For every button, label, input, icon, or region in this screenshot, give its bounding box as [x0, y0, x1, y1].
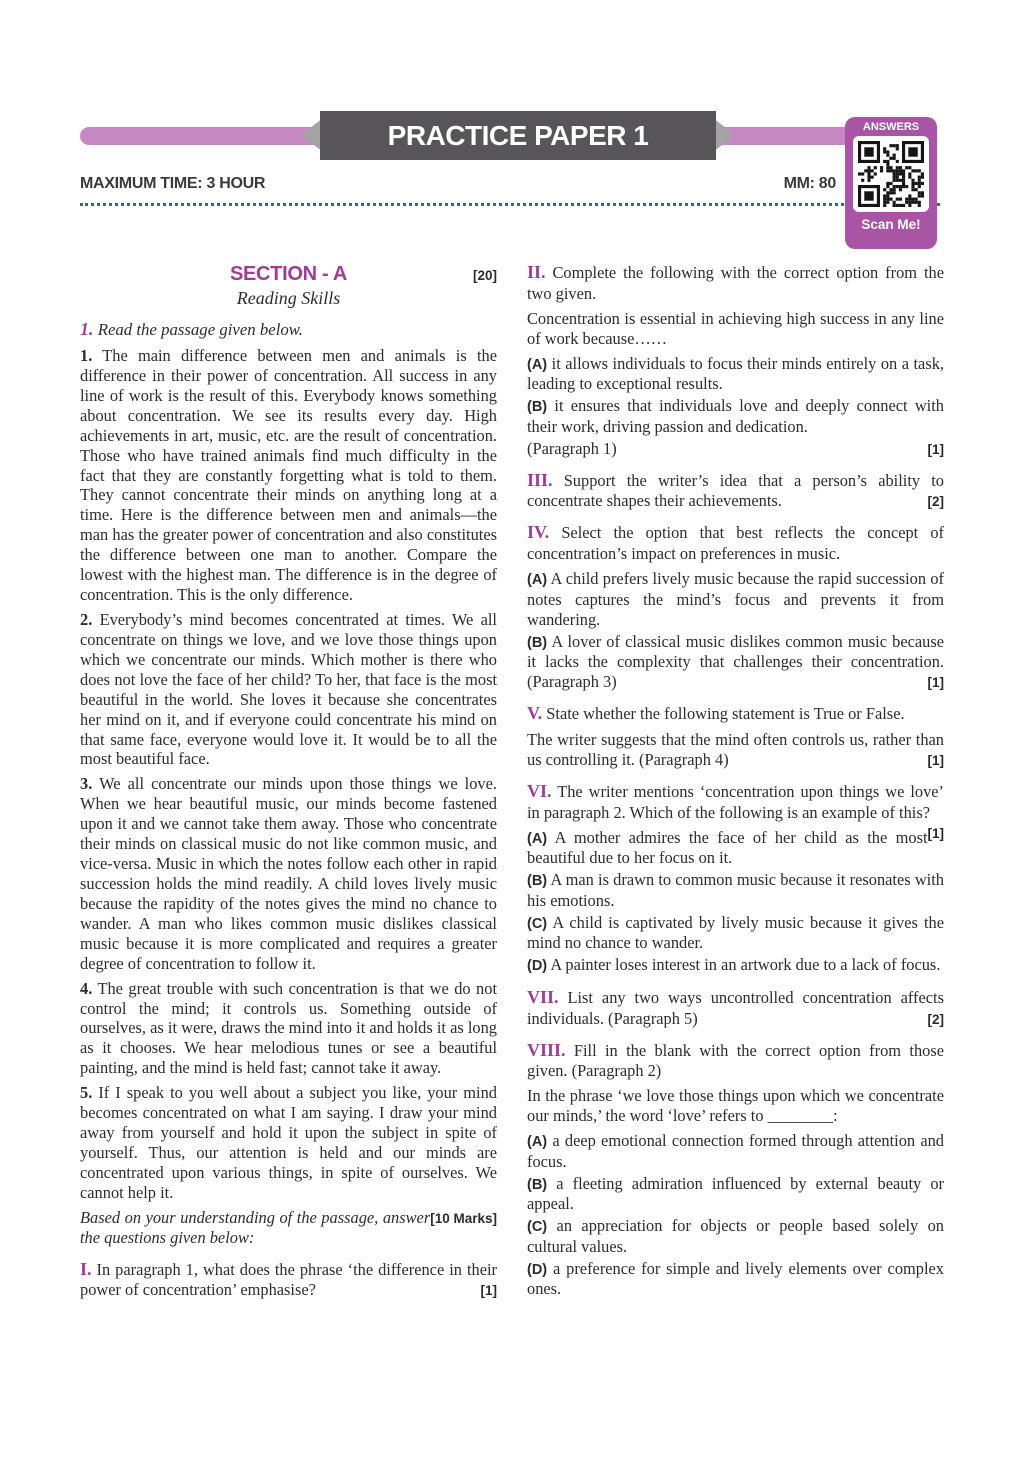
question-VIII: VIII. Fill in the blank with the correct option from those given. (Paragraph 2) In the phrase ‘we love those things upon which we concentrate our minds,’ the word ‘love’ refers to ________: (A) a deep emotional connection formed through attention and focus. (B) a fleeting admiration influenced by external beauty or appeal. (C) an appreciation for objects or people based solely on cultural values. (D) a preference for simple and lively elements over complex ones.	[527, 1039, 944, 1299]
question-IV-number: IV.	[527, 522, 550, 543]
maximum-time-label: MAXIMUM TIME: 3 HOUR	[80, 175, 266, 192]
question-I-number: I.	[80, 1258, 92, 1279]
answers-label: ANSWERS	[862, 121, 920, 133]
answers-qr-panel	[845, 117, 937, 249]
question-1-instruction: 1. Read the passage given below.	[80, 319, 303, 340]
question-VI-option-C: (C) A child is captivated by lively music because it gives the mind no chance to wander.	[527, 912, 944, 953]
section-a-subtitle: Reading Skills	[236, 288, 341, 309]
question-I: I. In paragraph 1, what does the phrase ‘the difference in their power of concentration’ emphasise? [1]	[80, 1258, 497, 1300]
question-VIII-option-A: (A) a deep emotional connection formed through attention and focus.	[527, 1131, 944, 1171]
paper-title-banner	[320, 111, 716, 160]
question-VI-option-A: (A) A mother admires the face of her child as the most beautiful due to her focus on it.	[527, 827, 928, 868]
question-II: II. Complete the following with the correct option from the two given. Concentration is essential in achieving high success in any line of work because…… (A) it allows individuals to focus their minds entirely on a task, leading to exceptional results. (B) it ensures that individuals love and deeply connect with their work, driving passion and dedication. (Paragraph 1) [1]	[527, 262, 944, 458]
question-VI-marks: [1]	[927, 825, 944, 841]
question-1-number: 1.	[80, 319, 94, 340]
right-column	[527, 262, 944, 1305]
section-a-header	[80, 262, 497, 286]
question-I-marks: [1]	[480, 1283, 497, 1299]
question-III-marks: [2]	[927, 494, 944, 510]
question-II-marks: [1]	[927, 441, 944, 457]
passage-paragraph-4: 4. The great trouble with such concentration is that we do not control the mind; it controls us. Something outside of ourselves, as it were, draws the mind into it and holds it as long as it chooses. We hear melodious tunes or see a beautiful painting, and the mind is held fast; cannot take it away.	[80, 978, 498, 1078]
question-VIII-option-B: (B) a fleeting admiration influenced by external beauty or appeal.	[527, 1173, 944, 1214]
section-a-marks: [20]	[472, 268, 497, 283]
paper-title: PRACTICE PAPER 1	[387, 119, 649, 151]
qr-box	[853, 136, 929, 212]
qr-code	[858, 141, 924, 207]
dotted-divider	[80, 203, 940, 206]
question-VII: VII. List any two ways uncontrolled concentration affects individuals. (Paragraph 5) [2]	[527, 986, 944, 1028]
question-IV: IV. Select the option that best reflects the concept of concentration’s impact on preferences in music. (A) A child prefers lively music because the rapid succession of notes captures the mind’s focus and prevents it from wandering. (B) A lover of classical music dislikes common music because it lacks the complexity that challenges their concentration. (Paragraph 3) [1]	[527, 522, 945, 692]
section-a-title: SECTION - A	[229, 263, 348, 285]
question-II-body: Concentration is essential in achieving high success in any line of work because……	[527, 308, 944, 348]
passage-paragraph-5: 5. If I speak to you well about a subject you like, your mind becomes concentrated on what I am saying. I draw your mind away from yourself and hold it upon the subject in spite of yourself. Thus, our attention is held and our minds are concentrated upon various things, in spite of ourselves. We cannot help it.	[80, 1083, 497, 1202]
question-II-option-A: (A) it allows individuals to focus their minds entirely on a task, leading to exceptional results.	[527, 353, 944, 394]
maximum-marks-label: MM: 80	[783, 175, 836, 192]
question-V-marks: [1]	[927, 752, 944, 768]
scan-me-label: Scan Me!	[861, 217, 921, 232]
question-VIII-option-C: (C) an appreciation for objects or people based solely on cultural values.	[527, 1216, 944, 1256]
paper-meta-row	[80, 175, 836, 193]
question-III-number: III.	[527, 469, 553, 490]
question-VIII-option-D: (D) a preference for simple and lively elements over complex ones.	[527, 1258, 944, 1299]
question-VI: VI. The writer mentions ‘concentration upon things we love’ in paragraph 2. Which of the following is an example of this? [1] (A) A mother admires the face of her child as the most beautiful due to her focus on it. (B) A man is drawn to common music because it resonates with his emotions. (C) A child is captivated by lively music because it gives the mind no chance to wander. (D) A painter loses interest in an artwork due to a lack of focus.	[527, 780, 944, 975]
question-VI-option-D: (D) A painter loses interest in an artwork due to a lack of focus.	[527, 955, 941, 975]
passage-paragraph-3: 3. We all concentrate our minds upon those things we love. When we hear beautiful music, our minds become fastened upon it and we cannot take them away. Those who concentrate their minds on classical music do not like common music, and vice-versa. Music in which the notes follow each other in rapid succession holds the mind readily. A child loves lively music because the rapidity of the notes gives the mind no chance to wander. A man who likes common music dislikes classical music because it is more complicated and requires a greater degree of concentration to follow it.	[80, 774, 497, 973]
question-IV-option-A: (A) A child prefers lively music because the rapid succession of notes captures the mind’s focus and prevents it from wandering.	[527, 569, 944, 629]
question-IV-option-B: (B) A lover of classical music dislikes common music because it lacks the complexity that challenges their concentration. (Paragraph 3) [1]	[527, 631, 944, 692]
passage-note-marks: [10 Marks]	[430, 1210, 497, 1226]
question-V-number: V.	[527, 703, 543, 724]
question-VI-number: VI.	[527, 780, 552, 801]
question-III: III. Support the writer’s idea that a person’s ability to concentrate shapes their achievements. [2]	[527, 469, 944, 511]
passage-note: [10 Marks] Based on your understanding of the passage, answer the questions given below:	[80, 1207, 497, 1247]
ribbon-chevron-right-icon	[713, 118, 735, 152]
question-VIII-number: VIII.	[527, 1039, 566, 1060]
question-V: V. State whether the following statement is True or False. The writer suggests that the mind often controls us, rather than us controlling it. (Paragraph 4) [1]	[527, 703, 944, 769]
content-columns	[80, 262, 944, 1305]
question-V-body: The writer suggests that the mind often controls us, rather than us controlling it. (Paragraph 4) [1]	[527, 729, 944, 769]
passage-paragraph-2: 2. Everybody’s mind becomes concentrated at times. We all concentrate on things we love, and we love those things upon which we concentrate our minds. Which mother is there who does not love the face of her child? To her, that face is the most beautiful in the world. She loves it because she concentrates her mind on it, and if everyone could concentrate his mind on that same face, everyone would love it. It would be to all the most beautiful face.	[80, 610, 497, 769]
question-VII-number: VII.	[527, 986, 559, 1007]
question-II-number: II.	[527, 262, 546, 282]
question-IV-marks: [1]	[927, 675, 944, 691]
left-column	[80, 262, 497, 1305]
passage-paragraph-1: 1. The main difference between men and animals is the difference in their power of concentration. All success in any line of work is the result of this. Everybody knows something about concentration. We see its results every day. High achievements in art, music, etc. are the result of concentration. Those who have trained animals find much difficulty in the fact that they are constantly forgetting what is told to them. They cannot concentrate their minds on anything long at a time. Here is the difference between men and animals—the man has the greater power of concentration and also constitutes the difference between one man to another. Compare the lowest with the highest man. The difference is in the degree of concentration. This is the only difference.	[80, 346, 497, 605]
question-VIII-body: In the phrase ‘we love those things upon which we concentrate our minds,’ the word ‘love’ refers to ________:	[527, 1086, 944, 1126]
question-VI-option-B: (B) A man is drawn to common music because it resonates with his emotions.	[527, 870, 944, 910]
question-II-ref: (Paragraph 1) [1]	[527, 438, 944, 458]
question-II-option-B: (B) it ensures that individuals love and deeply connect with their work, driving passion and dedication.	[527, 396, 944, 436]
question-VII-marks: [2]	[927, 1011, 944, 1027]
